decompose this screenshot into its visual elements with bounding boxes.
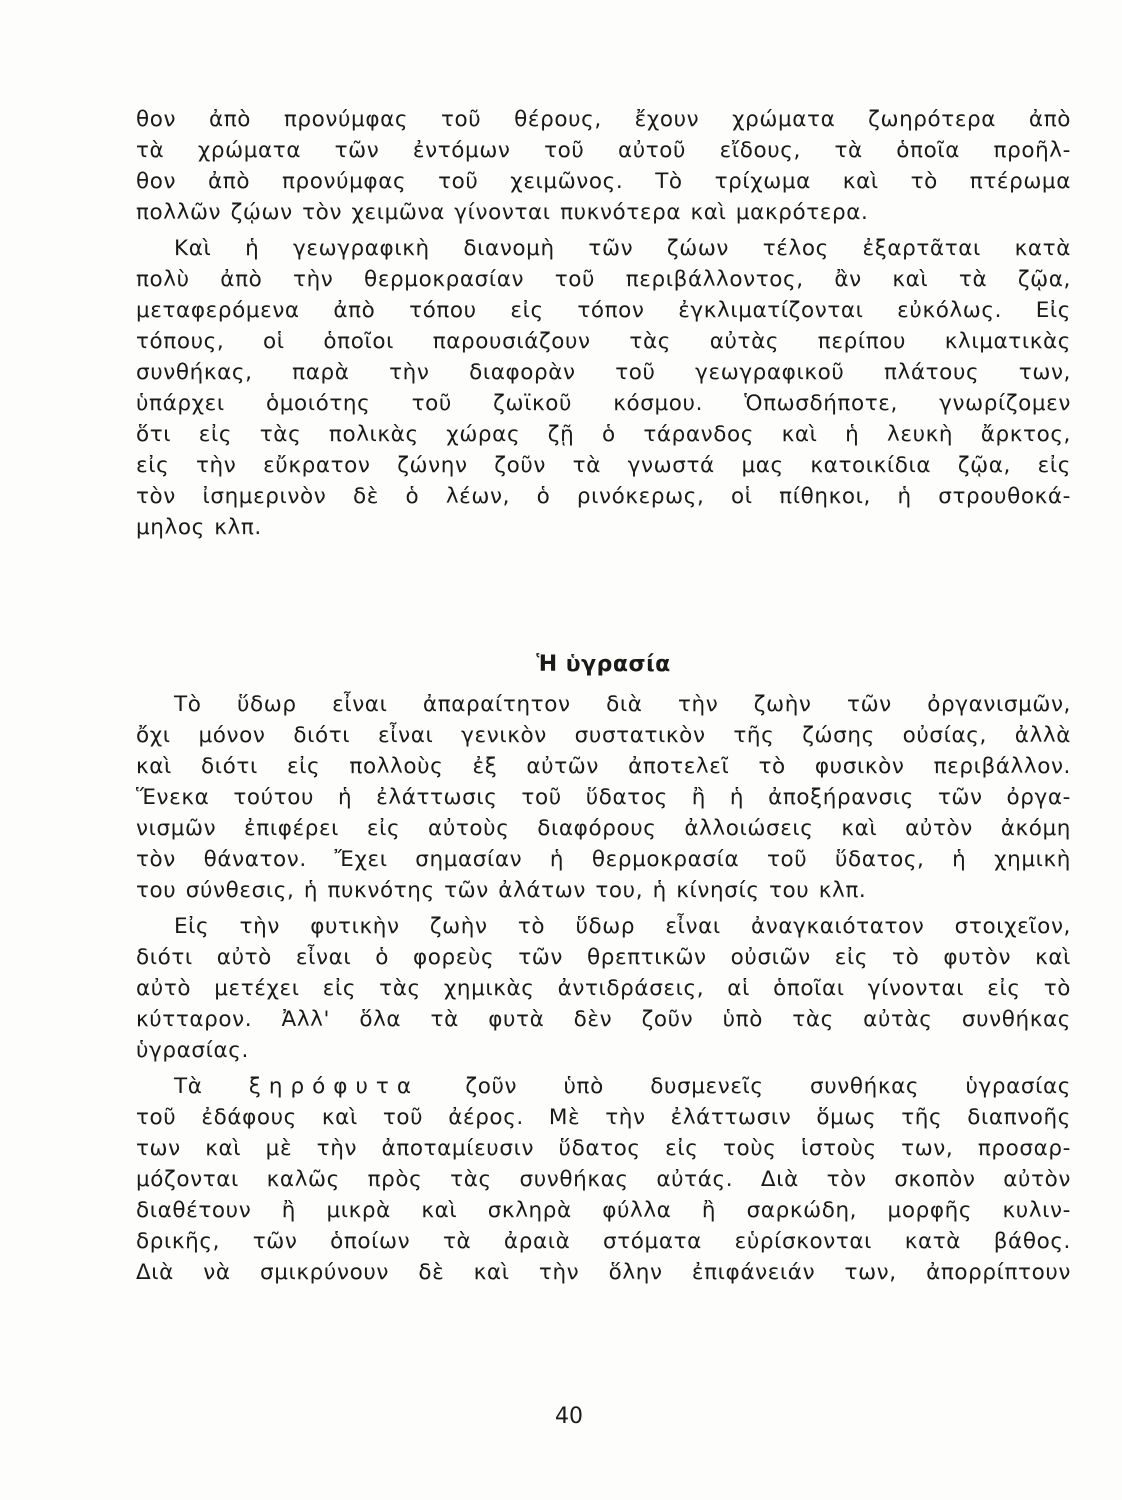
text-line: διαθέτουν ἢ μικρὰ καὶ σκληρὰ φύλλα ἢ σαρκώδη, μορφῆς κυλιν- xyxy=(136,1198,1071,1223)
text-line: θον ἀπὸ προνύμφας τοῦ θέρους, ἔχουν χρώματα ζωηρότερα ἀπὸ xyxy=(136,107,1071,132)
text-line: ὑπάρχει ὁμοιότης τοῦ ζωϊκοῦ κόσμου. Ὁπωσδήποτε, γνωρίζομεν xyxy=(136,391,1071,416)
text-line: τὸν ἰσημερινὸν δὲ ὁ λέων, ὁ ρινόκερως, οἱ πίθηκοι, ἡ στρουθοκά- xyxy=(136,484,1071,509)
text-fragment: ζοῦν ὑπὸ δυσμενεῖς συνθήκας ὑγρασίας xyxy=(465,1074,1071,1099)
text-line: δρικῆς, τῶν ὁποίων τὰ ἀραιὰ στόματα εὑρίσκονται κατὰ βάθος. xyxy=(136,1229,1071,1254)
text-line: Καὶ ἡ γεωγραφικὴ διανομὴ τῶν ζώων τέλος ἐξαρτᾶται κατὰ xyxy=(174,236,1071,261)
text-line: ὑγρασίας. xyxy=(136,1038,249,1063)
text-line: τόπους, οἱ ὁποῖοι παρουσιάζουν τὰς αὐτὰς περίπου κλιματικὰς xyxy=(136,329,1071,354)
text-line: Τὸ ὕδωρ εἶναι ἀπαραίτητον διὰ τὴν ζωὴν τῶν ὀργανισμῶν, xyxy=(174,692,1071,717)
body-text-section-one xyxy=(136,104,1071,543)
text-line: ὄχι μόνον διότι εἶναι γενικὸν συστατικὸν τῆς ζώσης οὐσίας, ἀλλὰ xyxy=(136,723,1071,748)
page-number: 40 xyxy=(555,1404,583,1429)
text-line xyxy=(136,1071,1071,1102)
text-line: Εἰς τὴν φυτικὴν ζωὴν τὸ ὕδωρ εἶναι ἀναγκαιότατον στοιχεῖον, xyxy=(174,914,1071,939)
text-line: νισμῶν ἐπιφέρει εἰς αὐτοὺς διαφόρους ἀλλοιώσεις καὶ αὐτὸν ἀκόμη xyxy=(136,816,1071,841)
text-line: τὰ χρώματα τῶν ἐντόμων τοῦ αὐτοῦ εἴδους, τὰ ὁποῖα προῆλ- xyxy=(136,138,1071,163)
text-line: καὶ διότι εἰς πολλοὺς ἐξ αὐτῶν ἀποτελεῖ τὸ φυσικὸν περιβάλλον. xyxy=(136,754,1071,779)
text-line: των καὶ μὲ τὴν ἀποταμίευσιν ὕδατος εἰς τοὺς ἱστοὺς των, προσαρ- xyxy=(136,1136,1071,1161)
text-line: Διὰ νὰ σμικρύνουν δὲ καὶ τὴν ὅλην ἐπιφάνειάν των, ἀπορρίπτουν xyxy=(136,1260,1071,1285)
text-line: τοῦ ἐδάφους καὶ τοῦ ἀέρος. Μὲ τὴν ἐλάττωσιν ὅμως τῆς διαπνοῆς xyxy=(136,1105,1071,1130)
text-line: αὐτὸ μετέχει εἰς τὰς χημικὰς ἀντιδράσεις, αἱ ὁποῖαι γίνονται εἰς τὸ xyxy=(136,976,1071,1001)
text-line: μεταφερόμενα ἀπὸ τόπου εἰς τόπον ἐγκλιματίζονται εὐκόλως. Εἰς xyxy=(136,298,1071,323)
text-line: διότι αὐτὸ εἶναι ὁ φορεὺς τῶν θρεπτικῶν οὐσιῶν εἰς τὸ φυτὸν καὶ xyxy=(136,945,1071,970)
text-line: Ἕνεκα τούτου ἡ ἐλάττωσις τοῦ ὕδατος ἢ ἡ ἀποξήρανσις τῶν ὀργα- xyxy=(136,785,1071,810)
text-line: εἰς τὴν εὔκρατον ζώνην ζοῦν τὰ γνωστά μας κατοικίδια ζῷα, εἰς xyxy=(136,453,1071,478)
text-line: συνθήκας, παρὰ τὴν διαφορὰν τοῦ γεωγραφικοῦ πλάτους των, xyxy=(136,360,1071,385)
section-heading: Ἡ ὑγρασία xyxy=(536,652,671,677)
text-line: πολλῶν ζῴων τὸν χειμῶνα γίνονται πυκνότερα καὶ μακρότερα. xyxy=(136,200,869,225)
text-line: θον ἀπὸ προνύμφας τοῦ χειμῶνος. Τὸ τρίχωμα καὶ τὸ πτέρωμα xyxy=(136,169,1071,194)
text-line: ὅτι εἰς τὰς πολικὰς χώρας ζῇ ὁ τάρανδος καὶ ἡ λευκὴ ἄρκτος, xyxy=(136,422,1071,447)
body-text-section-two xyxy=(136,689,1071,1288)
text-fragment: Τὰ xyxy=(174,1074,203,1099)
text-line: κύτταρον. Ἀλλ' ὅλα τὰ φυτὰ δὲν ζοῦν ὑπὸ τὰς αὐτὰς συνθήκας xyxy=(136,1007,1071,1032)
emphasized-term: ξηρόφυτα xyxy=(248,1074,420,1099)
text-line: μηλος κλπ. xyxy=(136,515,262,540)
text-line: πολὺ ἀπὸ τὴν θερμοκρασίαν τοῦ περιβάλλοντος, ἂν καὶ τὰ ζῷα, xyxy=(136,267,1071,292)
text-line: του σύνθεσις, ἡ πυκνότης τῶν ἀλάτων του, ἡ κίνησίς του κλπ. xyxy=(136,878,867,903)
text-line: τὸν θάνατον. Ἔχει σημασίαν ἡ θερμοκρασία τοῦ ὕδατος, ἡ χημικὴ xyxy=(136,847,1071,872)
text-line: μόζονται καλῶς πρὸς τὰς συνθήκας αὐτάς. Διὰ τὸν σκοπὸν αὐτὸν xyxy=(136,1167,1071,1192)
